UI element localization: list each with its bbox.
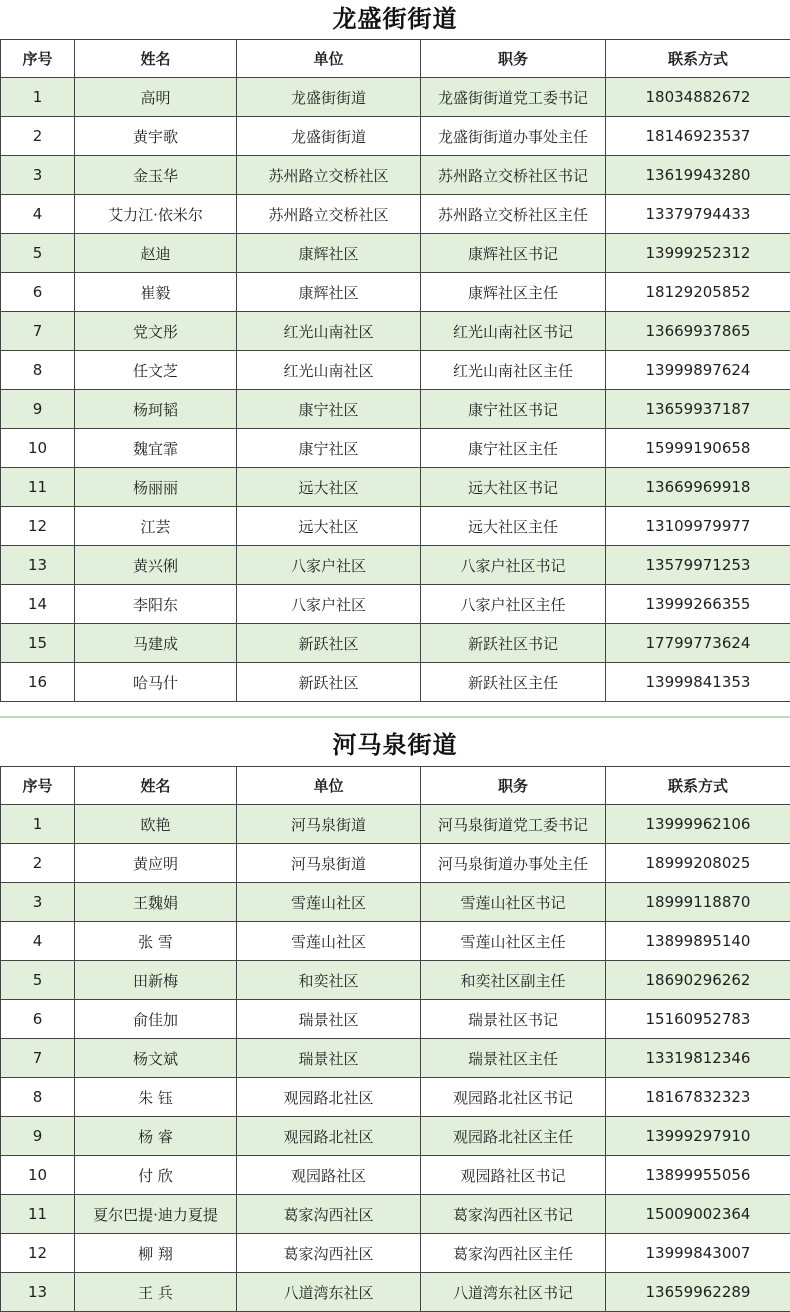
cell-name: 王魏娟 (75, 883, 237, 922)
table-row (1, 922, 790, 961)
cell-unit: 红光山南社区 (237, 312, 421, 351)
cell-name: 田新梅 (75, 961, 237, 1000)
cell-position: 葛家沟西社区主任 (421, 1234, 606, 1273)
cell-name: 哈马什 (75, 663, 237, 702)
table-header-row (1, 40, 790, 78)
cell-unit: 远大社区 (237, 468, 421, 507)
header-position: 职务 (421, 767, 606, 805)
cell-phone: 13669969918 (606, 468, 790, 507)
table-header-row (1, 767, 790, 805)
contact-table (0, 766, 790, 1312)
cell-phone: 13999297910 (606, 1117, 790, 1156)
cell-name: 杨文斌 (75, 1039, 237, 1078)
table-row (1, 468, 790, 507)
cell-index: 8 (1, 1078, 75, 1117)
cell-index: 7 (1, 312, 75, 351)
section-hemaquan (0, 725, 790, 1312)
table-row (1, 507, 790, 546)
cell-position: 康宁社区主任 (421, 429, 606, 468)
table-row (1, 883, 790, 922)
section-title: 龙盛街街道 (0, 0, 790, 39)
cell-phone: 18999208025 (606, 844, 790, 883)
cell-name: 魏宜霏 (75, 429, 237, 468)
cell-phone: 13899895140 (606, 922, 790, 961)
cell-unit: 观园路北社区 (237, 1078, 421, 1117)
table-row (1, 844, 790, 883)
cell-index: 7 (1, 1039, 75, 1078)
cell-index: 10 (1, 1156, 75, 1195)
cell-unit: 苏州路立交桥社区 (237, 195, 421, 234)
cell-unit: 康辉社区 (237, 234, 421, 273)
cell-index: 1 (1, 805, 75, 844)
cell-phone: 17799773624 (606, 624, 790, 663)
table-row (1, 312, 790, 351)
cell-index: 2 (1, 844, 75, 883)
header-name: 姓名 (75, 767, 237, 805)
cell-unit: 八道湾东社区 (237, 1273, 421, 1312)
cell-phone: 18034882672 (606, 78, 790, 117)
cell-unit: 河马泉街道 (237, 844, 421, 883)
cell-index: 10 (1, 429, 75, 468)
cell-index: 9 (1, 390, 75, 429)
cell-name: 金玉华 (75, 156, 237, 195)
cell-name: 杨 睿 (75, 1117, 237, 1156)
cell-index: 8 (1, 351, 75, 390)
cell-phone: 18129205852 (606, 273, 790, 312)
cell-unit: 观园路北社区 (237, 1117, 421, 1156)
cell-name: 夏尔巴提·迪力夏提 (75, 1195, 237, 1234)
cell-index: 12 (1, 1234, 75, 1273)
table-row (1, 117, 790, 156)
cell-name: 崔毅 (75, 273, 237, 312)
table-row (1, 1156, 790, 1195)
cell-phone: 13319812346 (606, 1039, 790, 1078)
cell-index: 6 (1, 1000, 75, 1039)
cell-unit: 和奕社区 (237, 961, 421, 1000)
cell-phone: 18690296262 (606, 961, 790, 1000)
cell-position: 苏州路立交桥社区主任 (421, 195, 606, 234)
cell-unit: 远大社区 (237, 507, 421, 546)
cell-unit: 葛家沟西社区 (237, 1234, 421, 1273)
cell-position: 苏州路立交桥社区书记 (421, 156, 606, 195)
cell-index: 1 (1, 78, 75, 117)
cell-position: 新跃社区主任 (421, 663, 606, 702)
cell-position: 观园路社区书记 (421, 1156, 606, 1195)
cell-index: 3 (1, 883, 75, 922)
cell-unit: 康宁社区 (237, 390, 421, 429)
cell-position: 葛家沟西社区书记 (421, 1195, 606, 1234)
cell-unit: 红光山南社区 (237, 351, 421, 390)
table-row (1, 429, 790, 468)
cell-phone: 13379794433 (606, 195, 790, 234)
table-row (1, 961, 790, 1000)
cell-position: 康辉社区主任 (421, 273, 606, 312)
cell-position: 远大社区书记 (421, 468, 606, 507)
table-row (1, 234, 790, 273)
cell-position: 龙盛街街道办事处主任 (421, 117, 606, 156)
header-unit: 单位 (237, 40, 421, 78)
cell-phone: 15160952783 (606, 1000, 790, 1039)
header-contact: 联系方式 (606, 767, 790, 805)
header-name: 姓名 (75, 40, 237, 78)
cell-unit: 瑞景社区 (237, 1000, 421, 1039)
cell-phone: 13619943280 (606, 156, 790, 195)
cell-position: 瑞景社区主任 (421, 1039, 606, 1078)
cell-name: 王 兵 (75, 1273, 237, 1312)
cell-unit: 龙盛街街道 (237, 117, 421, 156)
cell-position: 河马泉街道办事处主任 (421, 844, 606, 883)
cell-phone: 13669937865 (606, 312, 790, 351)
header-index: 序号 (1, 40, 75, 78)
cell-index: 13 (1, 546, 75, 585)
cell-name: 赵迪 (75, 234, 237, 273)
table-row (1, 1117, 790, 1156)
cell-position: 河马泉街道党工委书记 (421, 805, 606, 844)
table-row (1, 390, 790, 429)
cell-phone: 18167832323 (606, 1078, 790, 1117)
cell-unit: 苏州路立交桥社区 (237, 156, 421, 195)
cell-name: 高明 (75, 78, 237, 117)
table-row (1, 156, 790, 195)
cell-index: 6 (1, 273, 75, 312)
cell-name: 党文彤 (75, 312, 237, 351)
table-row (1, 195, 790, 234)
table-row (1, 1273, 790, 1312)
cell-name: 杨珂韬 (75, 390, 237, 429)
cell-unit: 八家户社区 (237, 585, 421, 624)
cell-phone: 13999266355 (606, 585, 790, 624)
cell-position: 八家户社区书记 (421, 546, 606, 585)
cell-phone: 13999962106 (606, 805, 790, 844)
cell-phone: 15009002364 (606, 1195, 790, 1234)
cell-unit: 康宁社区 (237, 429, 421, 468)
cell-position: 八道湾东社区书记 (421, 1273, 606, 1312)
cell-name: 江芸 (75, 507, 237, 546)
cell-unit: 观园路社区 (237, 1156, 421, 1195)
cell-name: 艾力江·依米尔 (75, 195, 237, 234)
table-row (1, 624, 790, 663)
cell-position: 龙盛街街道党工委书记 (421, 78, 606, 117)
cell-index: 11 (1, 468, 75, 507)
table-row (1, 546, 790, 585)
table-row (1, 1234, 790, 1273)
table-row (1, 1039, 790, 1078)
cell-index: 4 (1, 195, 75, 234)
table-row (1, 805, 790, 844)
cell-phone: 13999897624 (606, 351, 790, 390)
cell-index: 13 (1, 1273, 75, 1312)
cell-phone: 15999190658 (606, 429, 790, 468)
cell-position: 观园路北社区书记 (421, 1078, 606, 1117)
cell-position: 红光山南社区主任 (421, 351, 606, 390)
cell-name: 马建成 (75, 624, 237, 663)
cell-name: 任文芝 (75, 351, 237, 390)
cell-name: 杨丽丽 (75, 468, 237, 507)
cell-unit: 雪莲山社区 (237, 883, 421, 922)
cell-index: 2 (1, 117, 75, 156)
cell-phone: 18146923537 (606, 117, 790, 156)
cell-phone: 13579971253 (606, 546, 790, 585)
cell-unit: 雪莲山社区 (237, 922, 421, 961)
cell-name: 黄应明 (75, 844, 237, 883)
cell-phone: 13899955056 (606, 1156, 790, 1195)
cell-name: 柳 翔 (75, 1234, 237, 1273)
cell-index: 5 (1, 961, 75, 1000)
cell-index: 16 (1, 663, 75, 702)
cell-name: 李阳东 (75, 585, 237, 624)
cell-name: 朱 钰 (75, 1078, 237, 1117)
cell-unit: 康辉社区 (237, 273, 421, 312)
cell-position: 八家户社区主任 (421, 585, 606, 624)
cell-phone: 13999841353 (606, 663, 790, 702)
cell-index: 15 (1, 624, 75, 663)
cell-name: 黄宇歌 (75, 117, 237, 156)
header-unit: 单位 (237, 767, 421, 805)
cell-unit: 龙盛街街道 (237, 78, 421, 117)
cell-position: 康宁社区书记 (421, 390, 606, 429)
cell-phone: 13109979977 (606, 507, 790, 546)
cell-position: 康辉社区书记 (421, 234, 606, 273)
header-contact: 联系方式 (606, 40, 790, 78)
cell-unit: 河马泉街道 (237, 805, 421, 844)
cell-index: 4 (1, 922, 75, 961)
cell-unit: 葛家沟西社区 (237, 1195, 421, 1234)
cell-phone: 13999843007 (606, 1234, 790, 1273)
cell-position: 瑞景社区书记 (421, 1000, 606, 1039)
cell-index: 3 (1, 156, 75, 195)
table-row (1, 585, 790, 624)
header-index: 序号 (1, 767, 75, 805)
cell-position: 新跃社区书记 (421, 624, 606, 663)
cell-position: 远大社区主任 (421, 507, 606, 546)
cell-position: 雪莲山社区主任 (421, 922, 606, 961)
table-row (1, 663, 790, 702)
cell-position: 观园路北社区主任 (421, 1117, 606, 1156)
cell-name: 俞佳加 (75, 1000, 237, 1039)
cell-phone: 18999118870 (606, 883, 790, 922)
cell-index: 5 (1, 234, 75, 273)
cell-index: 14 (1, 585, 75, 624)
table-row (1, 1195, 790, 1234)
cell-position: 和奕社区副主任 (421, 961, 606, 1000)
table-row (1, 351, 790, 390)
cell-unit: 瑞景社区 (237, 1039, 421, 1078)
cell-unit: 新跃社区 (237, 663, 421, 702)
cell-position: 红光山南社区书记 (421, 312, 606, 351)
section-title: 河马泉街道 (0, 725, 790, 766)
cell-name: 张 雪 (75, 922, 237, 961)
cell-phone: 13999252312 (606, 234, 790, 273)
table-row (1, 1000, 790, 1039)
cell-name: 黄兴俐 (75, 546, 237, 585)
table-row (1, 1078, 790, 1117)
section-divider (0, 716, 790, 718)
cell-index: 9 (1, 1117, 75, 1156)
cell-name: 欧艳 (75, 805, 237, 844)
cell-unit: 八家户社区 (237, 546, 421, 585)
contact-table (0, 39, 790, 702)
cell-index: 12 (1, 507, 75, 546)
cell-name: 付 欣 (75, 1156, 237, 1195)
table-row (1, 273, 790, 312)
cell-phone: 13659962289 (606, 1273, 790, 1312)
header-position: 职务 (421, 40, 606, 78)
cell-phone: 13659937187 (606, 390, 790, 429)
table-row (1, 78, 790, 117)
cell-index: 11 (1, 1195, 75, 1234)
cell-unit: 新跃社区 (237, 624, 421, 663)
cell-position: 雪莲山社区书记 (421, 883, 606, 922)
